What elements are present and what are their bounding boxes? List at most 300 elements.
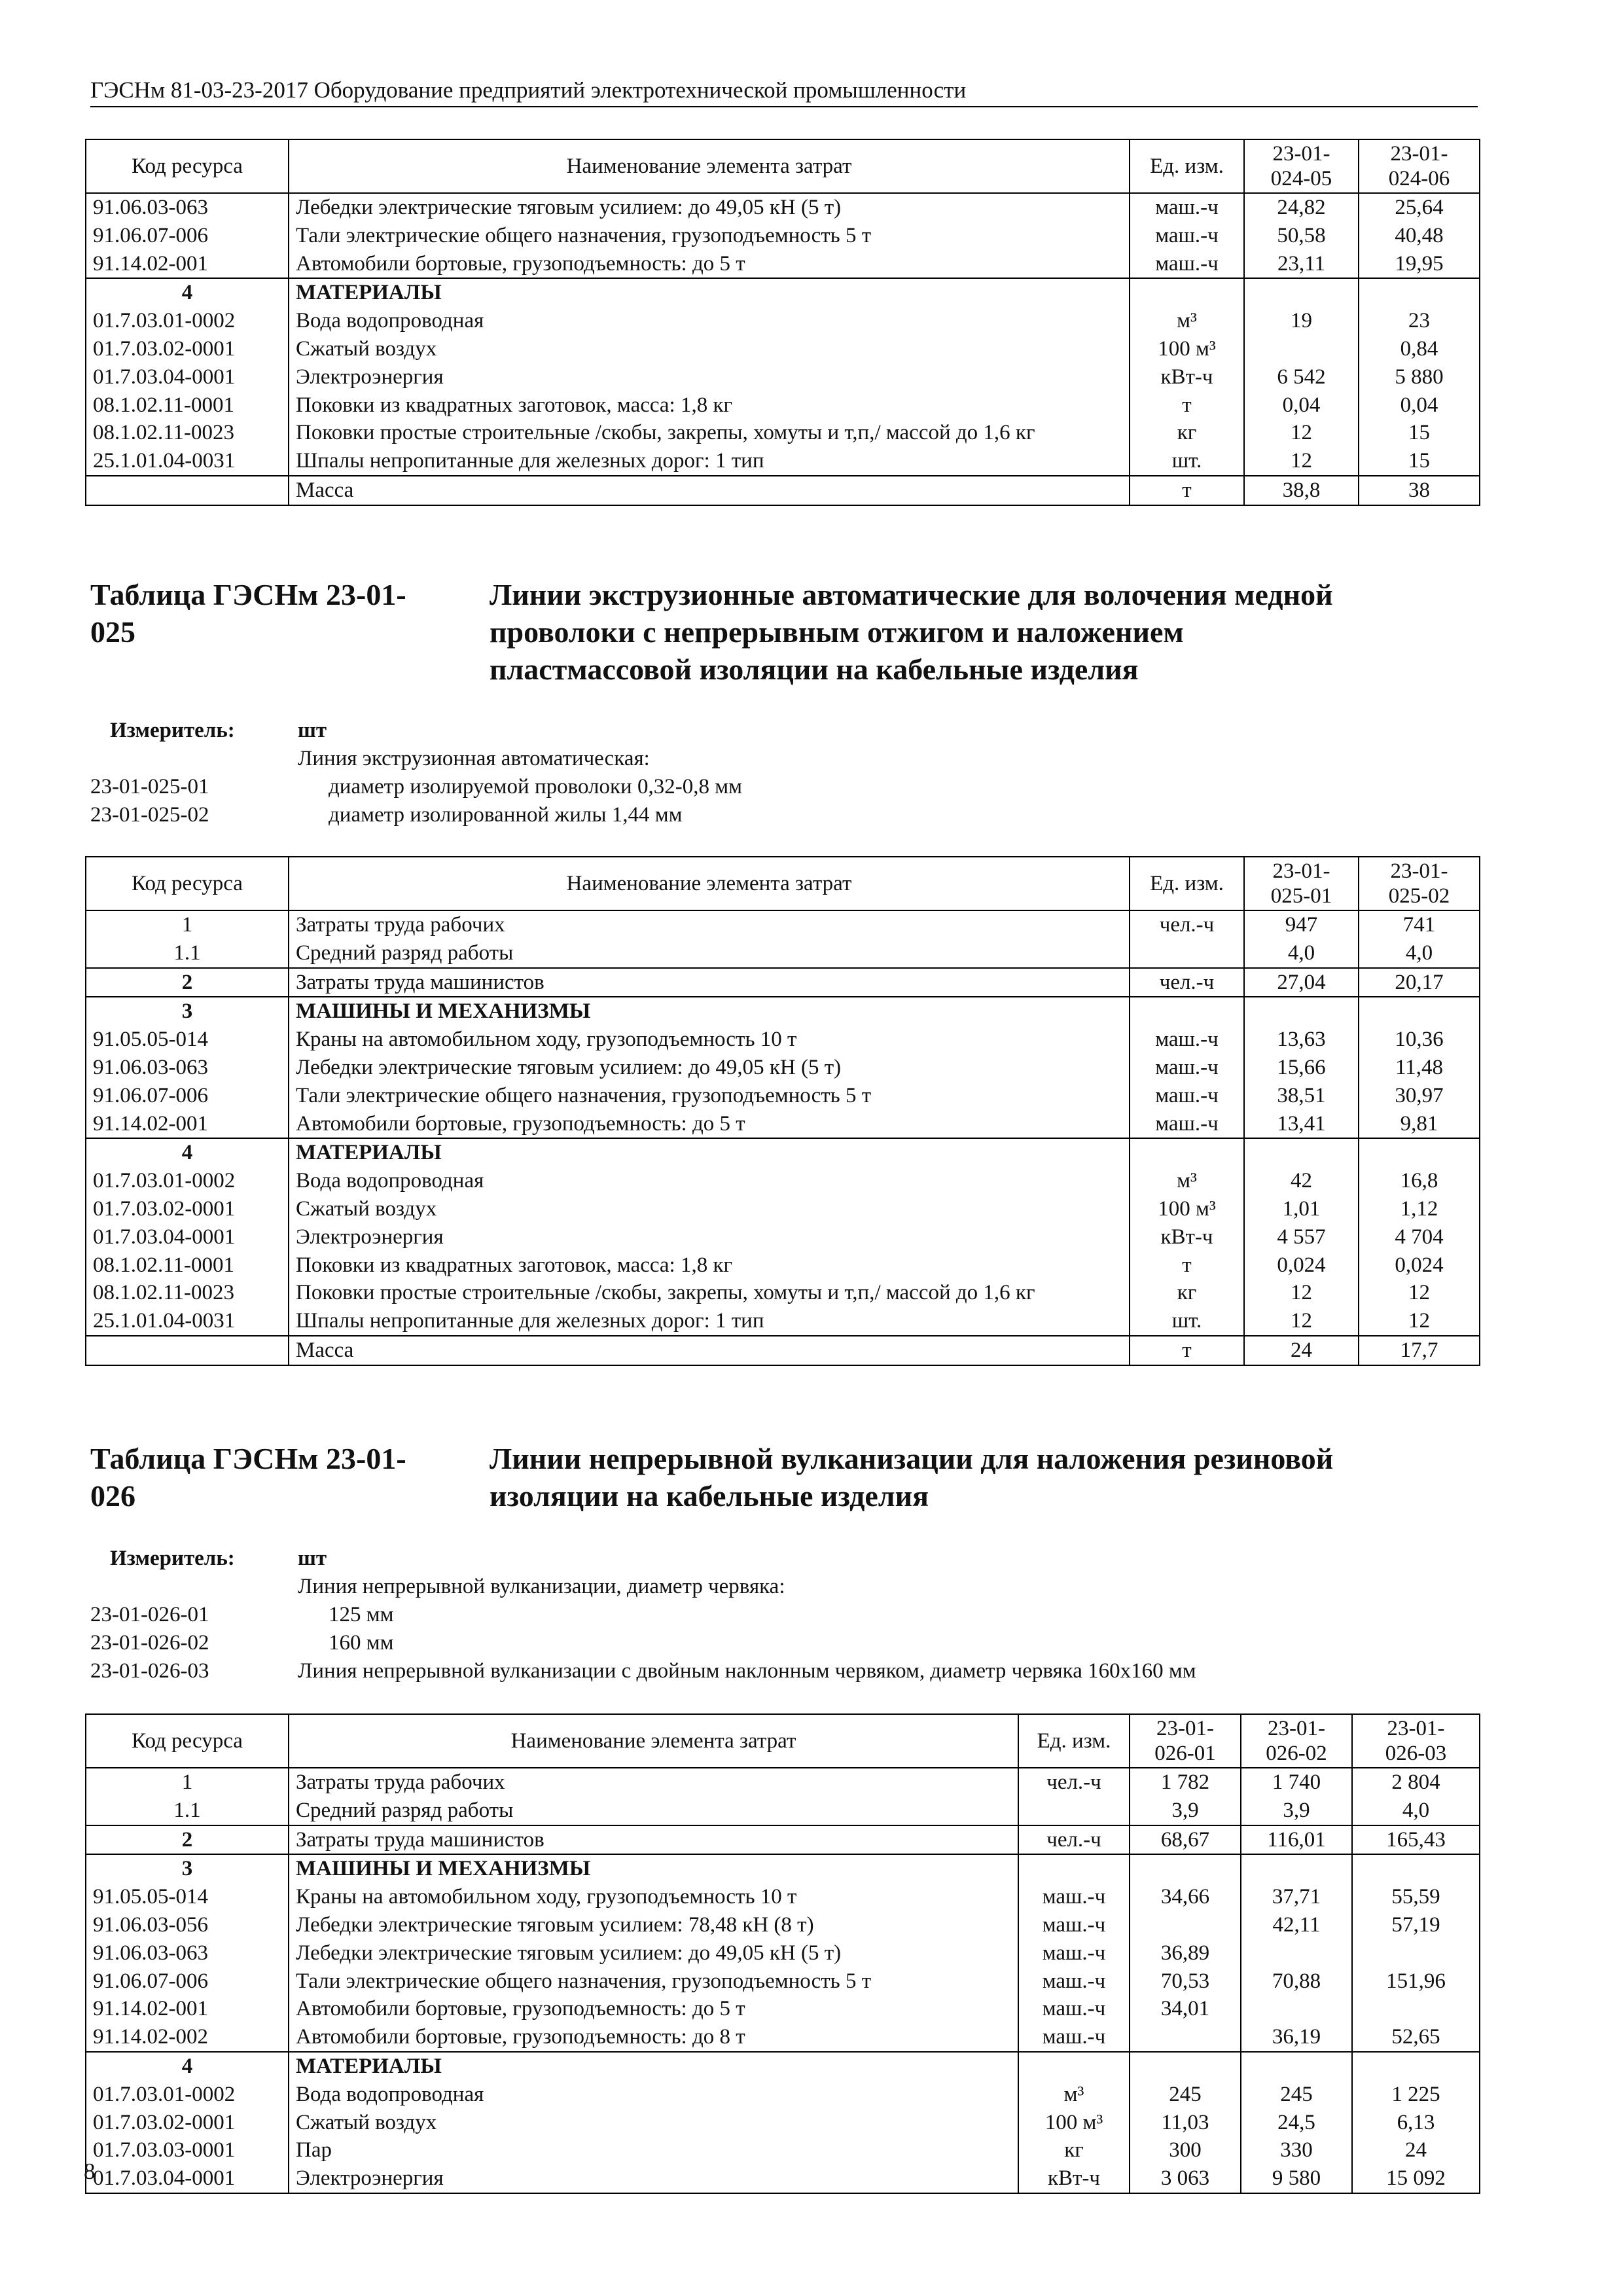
table-row	[86, 1138, 1480, 1167]
value-cell: 68,67	[1130, 1825, 1241, 1855]
cost-element-name: Поковки из квадратных заготовок, масса: 1,8 кг	[289, 391, 1130, 420]
unit-cell: чел.-ч	[1130, 910, 1244, 939]
value-cell	[1130, 1911, 1241, 1939]
measure-block-026	[90, 1545, 1465, 1689]
table-row	[86, 2109, 1480, 2137]
measure-unit: шт	[298, 719, 327, 742]
resource-code: 91.05.05-014	[86, 1026, 289, 1054]
page-header: ГЭСНм 81-03-23-2017 Оборудование предприятий электротехнической промышленности	[90, 77, 1478, 107]
table-row	[86, 939, 1480, 968]
value-cell: 11,48	[1359, 1054, 1480, 1082]
value-cell: 20,17	[1359, 968, 1480, 997]
table-row	[86, 968, 1480, 997]
value-cell: 42	[1244, 1167, 1359, 1195]
value-cell: 330	[1241, 2136, 1352, 2164]
cost-element-name: Шпалы непропитанные для железных дорог: 1 тип	[289, 447, 1130, 476]
measure-line	[90, 1601, 1399, 1629]
value-cell: 9,81	[1359, 1110, 1480, 1139]
cost-element-name: Сжатый воздух	[289, 1195, 1130, 1223]
table-row	[86, 1307, 1480, 1336]
page-number: 8	[84, 2159, 96, 2184]
table-row	[86, 335, 1480, 363]
value-cell: 0,04	[1244, 391, 1359, 420]
value-cell	[1241, 2052, 1352, 2081]
resource-code: 01.7.03.04-0001	[86, 2164, 289, 2193]
resource-code: 91.06.07-006	[86, 1967, 289, 1996]
item-description: Линия непрерывной вулканизации, диаметр червяка:	[298, 1575, 785, 1598]
value-cell: 50,58	[1244, 222, 1359, 250]
cost-element-name: МАТЕРИАЛЫ	[289, 2052, 1018, 2081]
value-cell	[1352, 1854, 1480, 1883]
resource-code: 91.14.02-002	[86, 2023, 289, 2052]
table-row	[86, 1167, 1480, 1195]
cost-element-name: Поковки простые строительные /скобы, закрепы, хомуты и т,п,/ массой до 1,6 кг	[289, 419, 1130, 447]
table-row	[86, 1026, 1480, 1054]
cost-element-name: МАТЕРИАЛЫ	[289, 1138, 1130, 1167]
value-cell: 12	[1244, 1279, 1359, 1307]
resource-code: 08.1.02.11-0023	[86, 1279, 289, 1307]
unit-cell	[1130, 997, 1244, 1026]
value-cell	[1241, 1995, 1352, 2023]
table-row	[86, 997, 1480, 1026]
column-header: Код ресурса	[86, 857, 289, 910]
unit-cell: маш.-ч	[1130, 1026, 1244, 1054]
value-cell: 3 063	[1130, 2164, 1241, 2193]
column-header: 23-01- 024-06	[1359, 139, 1480, 193]
value-cell: 25,64	[1359, 193, 1480, 222]
value-cell: 55,59	[1352, 1883, 1480, 1911]
table-row	[86, 250, 1480, 279]
cost-element-name: Краны на автомобильном ходу, грузоподъемность 10 т	[289, 1026, 1130, 1054]
value-cell: 16,8	[1359, 1167, 1480, 1195]
measure-line	[90, 1573, 1399, 1601]
resource-code: 01.7.03.02-0001	[86, 2109, 289, 2137]
resource-code: 91.06.03-056	[86, 1911, 289, 1939]
value-cell: 12	[1359, 1307, 1480, 1336]
value-cell: 12	[1244, 1307, 1359, 1336]
resource-code: 91.06.03-063	[86, 1939, 289, 1967]
resource-code	[86, 1336, 289, 1365]
column-header: Ед. изм.	[1018, 1714, 1130, 1768]
resource-code: 4	[86, 2052, 289, 2081]
value-cell: 15,66	[1244, 1054, 1359, 1082]
cost-element-name: Тали электрические общего назначения, грузоподъемность 5 т	[289, 222, 1130, 250]
table-row	[86, 1195, 1480, 1223]
measure-line	[90, 1657, 1399, 1685]
value-cell: 42,11	[1241, 1911, 1352, 1939]
item-description: диаметр изолированной жилы 1,44 мм	[329, 803, 683, 827]
table-row	[86, 476, 1480, 505]
cost-element-name: Вода водопроводная	[289, 1167, 1130, 1195]
unit-cell: 100 м³	[1130, 1195, 1244, 1223]
table-row	[86, 1825, 1480, 1855]
resource-code: 91.05.05-014	[86, 1883, 289, 1911]
item-description: Линия непрерывной вулканизации с двойным наклонным червяком, диаметр червяка 160х160 мм	[298, 1659, 1196, 1683]
column-header: 23-01- 026-03	[1352, 1714, 1480, 1768]
item-code: 23-01-025-01	[90, 775, 209, 798]
unit-cell: шт.	[1130, 1307, 1244, 1336]
unit-cell: т	[1130, 476, 1244, 505]
value-cell: 37,71	[1241, 1883, 1352, 1911]
item-code: 23-01-025-02	[90, 803, 209, 827]
value-cell: 38,51	[1244, 1082, 1359, 1110]
value-cell: 24	[1244, 1336, 1359, 1365]
unit-cell: кВт-ч	[1130, 363, 1244, 391]
value-cell: 36,89	[1130, 1939, 1241, 1967]
table-title-026: Линии непрерывной вулканизации для наложения резиновой изоляции на кабельные изделия	[490, 1442, 1334, 1513]
item-description: 160 мм	[329, 1631, 394, 1655]
unit-cell: чел.-ч	[1018, 1768, 1130, 1797]
measure-line	[90, 1629, 1399, 1657]
value-cell: 1 782	[1130, 1768, 1241, 1797]
value-cell: 15	[1359, 447, 1480, 476]
value-cell: 11,03	[1130, 2109, 1241, 2137]
measure-line	[90, 801, 1399, 829]
unit-cell: маш.-ч	[1130, 222, 1244, 250]
cost-element-name: Автомобили бортовые, грузоподъемность: до 5 т	[289, 1995, 1018, 2023]
unit-cell: м³	[1130, 1167, 1244, 1195]
resource-table-024	[85, 139, 1480, 506]
unit-cell: кВт-ч	[1018, 2164, 1130, 2193]
table-row	[86, 1883, 1480, 1911]
item-code: 23-01-026-01	[90, 1603, 209, 1626]
unit-cell: 100 м³	[1130, 335, 1244, 363]
unit-cell: м³	[1130, 307, 1244, 335]
cost-element-name: Вода водопроводная	[289, 307, 1130, 335]
table-row	[86, 1082, 1480, 1110]
table-row	[86, 1768, 1480, 1797]
value-cell: 23,11	[1244, 250, 1359, 279]
resource-code: 08.1.02.11-0001	[86, 391, 289, 420]
value-cell	[1130, 2052, 1241, 2081]
resource-code: 91.14.02-001	[86, 1110, 289, 1139]
value-cell: 5 880	[1359, 363, 1480, 391]
value-cell: 24,82	[1244, 193, 1359, 222]
value-cell: 6,13	[1352, 2109, 1480, 2137]
value-cell: 9 580	[1241, 2164, 1352, 2193]
unit-cell: чел.-ч	[1018, 1825, 1130, 1855]
cost-element-name: Затраты труда машинистов	[289, 1825, 1018, 1855]
unit-cell: кг	[1018, 2136, 1130, 2164]
table-row	[86, 1054, 1480, 1082]
unit-cell	[1018, 1854, 1130, 1883]
value-cell: 6 542	[1244, 363, 1359, 391]
unit-cell: чел.-ч	[1130, 968, 1244, 997]
measure-unit: шт	[298, 1547, 327, 1570]
unit-cell: маш.-ч	[1018, 1911, 1130, 1939]
cost-element-name: Электроэнергия	[289, 1223, 1130, 1251]
unit-cell: маш.-ч	[1018, 1939, 1130, 1967]
value-cell	[1352, 2052, 1480, 2081]
value-cell: 245	[1241, 2081, 1352, 2109]
column-header: Наименование элемента затрат	[289, 857, 1130, 910]
column-header: 23-01- 025-01	[1244, 857, 1359, 910]
unit-cell: маш.-ч	[1018, 1995, 1130, 2023]
unit-cell: маш.-ч	[1130, 1110, 1244, 1139]
table-row	[86, 193, 1480, 222]
value-cell: 1 740	[1241, 1768, 1352, 1797]
value-cell: 38,8	[1244, 476, 1359, 505]
column-header: Наименование элемента затрат	[289, 139, 1130, 193]
value-cell: 3,9	[1241, 1797, 1352, 1825]
value-cell	[1359, 997, 1480, 1026]
cost-element-name: Масса	[289, 476, 1130, 505]
cost-element-name: Шпалы непропитанные для железных дорог: 1 тип	[289, 1307, 1130, 1336]
cost-element-name: Средний разряд работы	[289, 1797, 1018, 1825]
value-cell: 19,95	[1359, 250, 1480, 279]
measure-line	[90, 745, 1399, 773]
resource-table-026	[85, 1713, 1480, 2194]
value-cell: 30,97	[1359, 1082, 1480, 1110]
unit-cell: м³	[1018, 2081, 1130, 2109]
unit-cell	[1130, 278, 1244, 307]
cost-element-name: Электроэнергия	[289, 363, 1130, 391]
value-cell	[1130, 2023, 1241, 2052]
cost-element-name: МАШИНЫ И МЕХАНИЗМЫ	[289, 997, 1130, 1026]
table-row	[86, 1251, 1480, 1280]
table-row	[86, 2164, 1480, 2193]
cost-element-name: МАШИНЫ И МЕХАНИЗМЫ	[289, 1854, 1018, 1883]
cost-element-name: Пар	[289, 2136, 1018, 2164]
table-row	[86, 363, 1480, 391]
table-row	[86, 1911, 1480, 1939]
value-cell: 15 092	[1352, 2164, 1480, 2193]
resource-code: 01.7.03.02-0001	[86, 1195, 289, 1223]
value-cell: 165,43	[1352, 1825, 1480, 1855]
resource-code: 25.1.01.04-0031	[86, 1307, 289, 1336]
unit-cell: 100 м³	[1018, 2109, 1130, 2137]
column-header: Код ресурса	[86, 1714, 289, 1768]
column-header: 23-01- 024-05	[1244, 139, 1359, 193]
table-title-025: Линии экструзионные автоматические для волочения медной проволоки с непрерывным отжигом и наложением пластмассовой изоляции на кабельные изделия	[490, 578, 1333, 686]
resource-code: 08.1.02.11-0023	[86, 419, 289, 447]
value-cell: 17,7	[1359, 1336, 1480, 1365]
resource-code: 01.7.03.04-0001	[86, 363, 289, 391]
resource-code: 91.14.02-001	[86, 250, 289, 279]
unit-cell: маш.-ч	[1130, 193, 1244, 222]
unit-cell: т	[1130, 391, 1244, 420]
item-code: 23-01-026-02	[90, 1631, 209, 1655]
value-cell: 947	[1244, 910, 1359, 939]
table-row	[86, 1223, 1480, 1251]
table-row	[86, 2023, 1480, 2052]
cost-element-name: Электроэнергия	[289, 2164, 1018, 2193]
value-cell: 3,9	[1130, 1797, 1241, 1825]
value-cell: 24,5	[1241, 2109, 1352, 2137]
value-cell: 2 804	[1352, 1768, 1480, 1797]
table-row	[86, 1279, 1480, 1307]
value-cell: 0,024	[1359, 1251, 1480, 1280]
value-cell: 151,96	[1352, 1967, 1480, 1996]
value-cell: 12	[1244, 447, 1359, 476]
value-cell: 10,36	[1359, 1026, 1480, 1054]
column-header: 23-01- 025-02	[1359, 857, 1480, 910]
cost-element-name: Сжатый воздух	[289, 2109, 1018, 2137]
cost-element-name: Затраты труда рабочих	[289, 1768, 1018, 1797]
value-cell: 52,65	[1352, 2023, 1480, 2052]
cost-element-name: Затраты труда машинистов	[289, 968, 1130, 997]
table-row	[86, 1336, 1480, 1365]
cost-element-name: Лебедки электрические тяговым усилием: 78,48 кН (8 т)	[289, 1911, 1018, 1939]
value-cell: 300	[1130, 2136, 1241, 2164]
measure-block-025	[90, 717, 1465, 834]
resource-code: 01.7.03.02-0001	[86, 335, 289, 363]
table-row	[86, 1967, 1480, 1996]
value-cell: 12	[1244, 419, 1359, 447]
resource-code: 4	[86, 278, 289, 307]
value-cell: 13,41	[1244, 1110, 1359, 1139]
value-cell: 4 557	[1244, 1223, 1359, 1251]
column-header: Ед. изм.	[1130, 139, 1244, 193]
column-header: 23-01- 026-02	[1241, 1714, 1352, 1768]
value-cell	[1352, 1995, 1480, 2023]
value-cell: 36,19	[1241, 2023, 1352, 2052]
resource-code: 1.1	[86, 939, 289, 968]
resource-code: 91.06.07-006	[86, 1082, 289, 1110]
unit-cell: маш.-ч	[1018, 1883, 1130, 1911]
resource-code: 01.7.03.03-0001	[86, 2136, 289, 2164]
resource-code	[86, 476, 289, 505]
unit-cell: маш.-ч	[1130, 1082, 1244, 1110]
cost-element-name: Краны на автомобильном ходу, грузоподъемность 10 т	[289, 1883, 1018, 1911]
value-cell	[1244, 997, 1359, 1026]
resource-code: 91.06.03-063	[86, 193, 289, 222]
table-row	[86, 2052, 1480, 2081]
cost-element-name: Автомобили бортовые, грузоподъемность: до 8 т	[289, 2023, 1018, 2052]
table-row	[86, 1110, 1480, 1139]
table-row	[86, 307, 1480, 335]
cost-element-name: Сжатый воздух	[289, 335, 1130, 363]
cost-element-name: Затраты труда рабочих	[289, 910, 1130, 939]
value-cell: 24	[1352, 2136, 1480, 2164]
unit-cell: маш.-ч	[1018, 2023, 1130, 2052]
resource-code: 08.1.02.11-0001	[86, 1251, 289, 1280]
value-cell: 245	[1130, 2081, 1241, 2109]
measure-label: Измеритель:	[110, 719, 235, 742]
unit-cell: т	[1130, 1251, 1244, 1280]
resource-code: 91.06.03-063	[86, 1054, 289, 1082]
value-cell: 70,88	[1241, 1967, 1352, 1996]
table-row	[86, 419, 1480, 447]
value-cell: 57,19	[1352, 1911, 1480, 1939]
item-description: Линия экструзионная автоматическая:	[298, 747, 650, 770]
resource-code: 4	[86, 1138, 289, 1167]
value-cell: 40,48	[1359, 222, 1480, 250]
value-cell	[1244, 1138, 1359, 1167]
value-cell: 1 225	[1352, 2081, 1480, 2109]
value-cell: 4,0	[1359, 939, 1480, 968]
table-row	[86, 1995, 1480, 2023]
column-header: Ед. изм.	[1130, 857, 1244, 910]
value-cell: 27,04	[1244, 968, 1359, 997]
value-cell: 1,01	[1244, 1195, 1359, 1223]
unit-cell	[1130, 1138, 1244, 1167]
value-cell	[1352, 1939, 1480, 1967]
resource-code: 1	[86, 1768, 289, 1797]
table-row	[86, 447, 1480, 476]
resource-table-025	[85, 856, 1480, 1366]
item-description: 125 мм	[329, 1603, 394, 1626]
table-row	[86, 2136, 1480, 2164]
unit-cell: кВт-ч	[1130, 1223, 1244, 1251]
resource-code: 2	[86, 968, 289, 997]
cost-element-name: Тали электрические общего назначения, грузоподъемность 5 т	[289, 1082, 1130, 1110]
resource-code: 2	[86, 1825, 289, 1855]
value-cell: 0,024	[1244, 1251, 1359, 1280]
value-cell	[1130, 1854, 1241, 1883]
unit-cell	[1018, 2052, 1130, 2081]
value-cell: 1,12	[1359, 1195, 1480, 1223]
table-title-026-left: Таблица ГЭСНм 23-01- 026	[90, 1442, 406, 1513]
table-row	[86, 278, 1480, 307]
value-cell: 4,0	[1352, 1797, 1480, 1825]
value-cell: 0,84	[1359, 335, 1480, 363]
resource-code: 1.1	[86, 1797, 289, 1825]
cost-element-name: МАТЕРИАЛЫ	[289, 278, 1130, 307]
cost-element-name: Поковки простые строительные /скобы, закрепы, хомуты и т,п,/ массой до 1,6 кг	[289, 1279, 1130, 1307]
item-code: 23-01-026-03	[90, 1659, 209, 1683]
column-header: Наименование элемента затрат	[289, 1714, 1018, 1768]
value-cell: 23	[1359, 307, 1480, 335]
value-cell: 0,04	[1359, 391, 1480, 420]
resource-code: 01.7.03.01-0002	[86, 1167, 289, 1195]
resource-code: 3	[86, 997, 289, 1026]
unit-cell: т	[1130, 1336, 1244, 1365]
value-cell: 70,53	[1130, 1967, 1241, 1996]
value-cell: 34,01	[1130, 1995, 1241, 2023]
unit-cell: маш.-ч	[1130, 250, 1244, 279]
table-row	[86, 222, 1480, 250]
measure-label: Измеритель:	[110, 1547, 235, 1570]
cost-element-name: Автомобили бортовые, грузоподъемность: до 5 т	[289, 1110, 1130, 1139]
table-row	[86, 2081, 1480, 2109]
value-cell: 34,66	[1130, 1883, 1241, 1911]
value-cell	[1359, 1138, 1480, 1167]
resource-code: 91.14.02-001	[86, 1995, 289, 2023]
table-row	[86, 1854, 1480, 1883]
cost-element-name: Вода водопроводная	[289, 2081, 1018, 2109]
table-row	[86, 910, 1480, 939]
resource-code: 1	[86, 910, 289, 939]
value-cell: 38	[1359, 476, 1480, 505]
cost-element-name: Тали электрические общего назначения, грузоподъемность 5 т	[289, 1967, 1018, 1996]
table-title-025-left: Таблица ГЭСНм 23-01- 025	[90, 578, 406, 649]
column-header: 23-01- 026-01	[1130, 1714, 1241, 1768]
unit-cell: кг	[1130, 1279, 1244, 1307]
resource-code: 01.7.03.04-0001	[86, 1223, 289, 1251]
unit-cell: маш.-ч	[1130, 1054, 1244, 1082]
resource-code: 3	[86, 1854, 289, 1883]
cost-element-name: Масса	[289, 1336, 1130, 1365]
unit-cell	[1130, 939, 1244, 968]
resource-code: 01.7.03.01-0002	[86, 307, 289, 335]
cost-element-name: Поковки из квадратных заготовок, масса: 1,8 кг	[289, 1251, 1130, 1280]
cost-element-name: Лебедки электрические тяговым усилием: до 49,05 кН (5 т)	[289, 1054, 1130, 1082]
column-header: Код ресурса	[86, 139, 289, 193]
unit-cell	[1018, 1797, 1130, 1825]
value-cell	[1241, 1939, 1352, 1967]
resource-code: 91.06.07-006	[86, 222, 289, 250]
unit-cell: шт.	[1130, 447, 1244, 476]
value-cell: 19	[1244, 307, 1359, 335]
value-cell	[1244, 278, 1359, 307]
value-cell: 741	[1359, 910, 1480, 939]
cost-element-name: Лебедки электрические тяговым усилием: до 49,05 кН (5 т)	[289, 193, 1130, 222]
table-row	[86, 391, 1480, 420]
value-cell: 116,01	[1241, 1825, 1352, 1855]
unit-cell: маш.-ч	[1018, 1967, 1130, 1996]
table-row	[86, 1939, 1480, 1967]
